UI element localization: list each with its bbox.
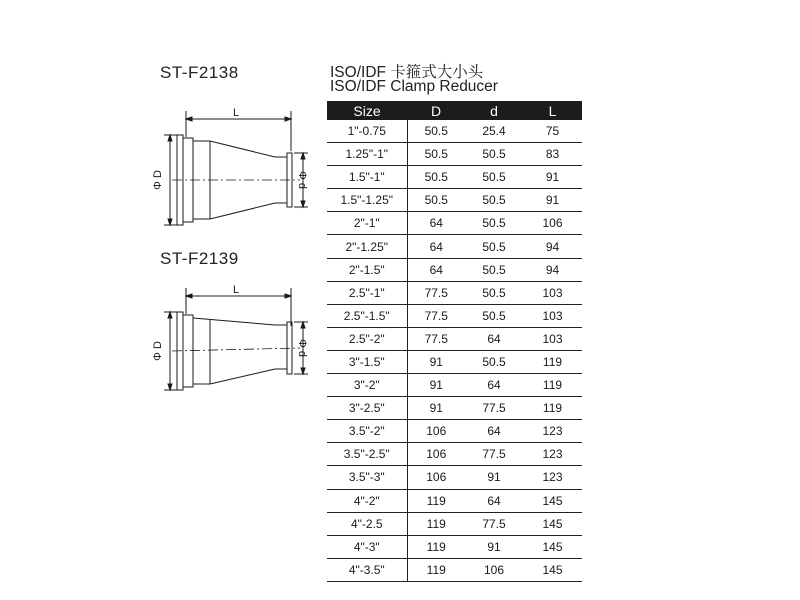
d-small-cell: 91 [465, 466, 523, 489]
table-row [327, 466, 582, 489]
length-cell: 94 [523, 235, 582, 258]
table-header-row [327, 101, 582, 120]
dimension-table [327, 101, 582, 582]
table-row [327, 420, 582, 443]
d-large-cell: 119 [407, 489, 465, 512]
d-small-cell: 50.5 [465, 212, 523, 235]
table-row [327, 304, 582, 327]
length-cell: 145 [523, 489, 582, 512]
d-small-cell: 50.5 [465, 281, 523, 304]
size-cell: 1.25"-1" [327, 143, 407, 166]
length-cell: 123 [523, 443, 582, 466]
length-cell: 103 [523, 281, 582, 304]
table-row [327, 120, 582, 143]
size-cell: 1.5"-1" [327, 166, 407, 189]
d-large-cell: 77.5 [407, 327, 465, 350]
concentric-reducer-drawing [150, 105, 310, 235]
d-small-cell: 64 [465, 489, 523, 512]
size-cell: 4"-2" [327, 489, 407, 512]
d-small-cell: 77.5 [465, 512, 523, 535]
table-row [327, 535, 582, 558]
d-large-cell: 64 [407, 212, 465, 235]
d-large-cell: 119 [407, 535, 465, 558]
size-cell: 4"-3" [327, 535, 407, 558]
size-cell: 3"-2.5" [327, 397, 407, 420]
d-small-cell: 64 [465, 327, 523, 350]
length-cell: 83 [523, 143, 582, 166]
table-row [327, 350, 582, 373]
size-cell: 2.5"-1.5" [327, 304, 407, 327]
length-cell: 123 [523, 420, 582, 443]
d-small-cell: 91 [465, 535, 523, 558]
d-large-cell: 50.5 [407, 189, 465, 212]
length-label: L [232, 284, 240, 296]
d-small-cell: 106 [465, 558, 523, 581]
d-large-cell: 64 [407, 235, 465, 258]
size-cell: 3"-2" [327, 374, 407, 397]
length-cell: 103 [523, 327, 582, 350]
size-cell: 2"-1.5" [327, 258, 407, 281]
size-cell: 2.5"-2" [327, 327, 407, 350]
table-row [327, 166, 582, 189]
eccentric-reducer-drawing [150, 282, 310, 412]
small-diameter-label: Φ d [296, 171, 308, 189]
d-large-cell: 119 [407, 512, 465, 535]
table-row [327, 374, 582, 397]
d-large-cell: 91 [407, 374, 465, 397]
length-label: L [232, 107, 240, 119]
d-small-cell: 50.5 [465, 166, 523, 189]
large-diameter-label: Φ D [152, 341, 164, 361]
d-large-cell: 77.5 [407, 281, 465, 304]
d-small-cell: 50.5 [465, 304, 523, 327]
length-cell: 75 [523, 120, 582, 143]
d-small-cell: 77.5 [465, 443, 523, 466]
length-cell: 119 [523, 397, 582, 420]
length-cell: 123 [523, 466, 582, 489]
table-row [327, 512, 582, 535]
d-small-cell: 50.5 [465, 350, 523, 373]
size-cell: 2"-1.25" [327, 235, 407, 258]
d-large-cell: 106 [407, 443, 465, 466]
size-cell: 1"-0.75 [327, 120, 407, 143]
product-title-chinese: ISO/IDF 卡箍式大小头 [330, 64, 484, 81]
table-row [327, 327, 582, 350]
length-cell: 119 [523, 374, 582, 397]
d-large-cell: 50.5 [407, 120, 465, 143]
d-large-cell: 50.5 [407, 143, 465, 166]
length-cell: 94 [523, 258, 582, 281]
d-small-cell: 50.5 [465, 235, 523, 258]
length-cell: 145 [523, 558, 582, 581]
d-large-cell: 77.5 [407, 304, 465, 327]
table-row [327, 212, 582, 235]
column-header-d-small: d [465, 101, 523, 120]
d-large-cell: 106 [407, 420, 465, 443]
column-header-d-large: D [407, 101, 465, 120]
model-code-st-f2139: ST-F2139 [160, 249, 239, 268]
table-row [327, 443, 582, 466]
length-cell: 91 [523, 166, 582, 189]
small-diameter-label: Φ d [296, 339, 308, 357]
length-cell: 103 [523, 304, 582, 327]
large-diameter-label: Φ D [152, 170, 164, 190]
length-cell: 106 [523, 212, 582, 235]
size-cell: 1.5"-1.25" [327, 189, 407, 212]
table-row [327, 189, 582, 212]
d-large-cell: 50.5 [407, 166, 465, 189]
table-row [327, 281, 582, 304]
length-cell: 91 [523, 189, 582, 212]
table-row [327, 558, 582, 581]
product-title-english: ISO/IDF Clamp Reducer [330, 78, 498, 95]
column-header-length: L [523, 101, 582, 120]
d-small-cell: 50.5 [465, 143, 523, 166]
size-cell: 4"-3.5" [327, 558, 407, 581]
d-small-cell: 50.5 [465, 258, 523, 281]
d-small-cell: 25.4 [465, 120, 523, 143]
size-cell: 2"-1" [327, 212, 407, 235]
d-small-cell: 64 [465, 374, 523, 397]
size-cell: 3"-1.5" [327, 350, 407, 373]
length-cell: 145 [523, 535, 582, 558]
table-row [327, 235, 582, 258]
d-large-cell: 106 [407, 466, 465, 489]
d-small-cell: 50.5 [465, 189, 523, 212]
size-cell: 3.5"-2" [327, 420, 407, 443]
length-cell: 119 [523, 350, 582, 373]
d-large-cell: 119 [407, 558, 465, 581]
size-cell: 4"-2.5 [327, 512, 407, 535]
d-large-cell: 91 [407, 350, 465, 373]
model-code-st-f2138: ST-F2138 [160, 63, 239, 82]
table-row [327, 143, 582, 166]
size-cell: 2.5"-1" [327, 281, 407, 304]
d-large-cell: 91 [407, 397, 465, 420]
column-header-size: Size [327, 101, 407, 120]
size-cell: 3.5"-3" [327, 466, 407, 489]
d-small-cell: 77.5 [465, 397, 523, 420]
length-cell: 145 [523, 512, 582, 535]
table-row [327, 397, 582, 420]
size-cell: 3.5"-2.5" [327, 443, 407, 466]
table-row [327, 258, 582, 281]
d-large-cell: 64 [407, 258, 465, 281]
table-row [327, 489, 582, 512]
d-small-cell: 64 [465, 420, 523, 443]
